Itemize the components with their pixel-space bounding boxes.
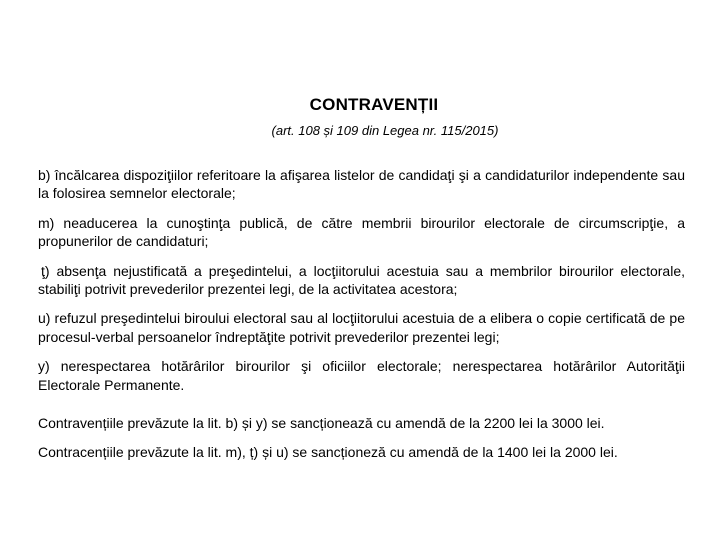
- item-u: u) refuzul preşedintelui biroului electoral sau al locţiitorului acestuia de a elibera o copie certificată de pe procesul-verbal persoanelor îndreptăţite potrivit prevederilor prezentei legi;: [38, 310, 685, 345]
- item-y: y) nerespectarea hotărârilor birourilor şi oficiilor electorale; nerespectarea hotărârilor Autorităţii Electorale Permanente.: [38, 358, 685, 393]
- document-body: [38, 166, 685, 473]
- item-t: ţ) absenţa nejustificată a preşedintelui, a locţiitorului acestuia sau a membrilor birourilor electorale, stabiliţi potrivit prevederilor prezentei legi, de la activitatea acestora;: [38, 262, 685, 298]
- legal-reference: (art. 108 și 109 din Legea nr. 115/2015): [271, 123, 499, 138]
- item-b: b) încălcarea dispoziţiilor referitoare la afişarea listelor de candidaţi şi a candidaturilor independente sau la folosirea semnelor electorale;: [38, 167, 685, 202]
- page-title: CONTRAVENȚII: [309, 95, 439, 114]
- item-m: m) neaducerea la cunoştinţa publică, de către membrii birourilor electorale de circumscripţie, a propunerilor de candidaturi;: [38, 214, 685, 250]
- sanction-paragraph-2: Contracențiile prevăzute la lit. m), ț) și u) se sancționeză cu amendă de la 1400 lei la 2000 lei.: [38, 444, 618, 461]
- sanction-paragraph-1: Contravențiile prevăzute la lit. b) și y) se sancționează cu amendă de la 2200 lei la 3000 lei.: [38, 415, 605, 432]
